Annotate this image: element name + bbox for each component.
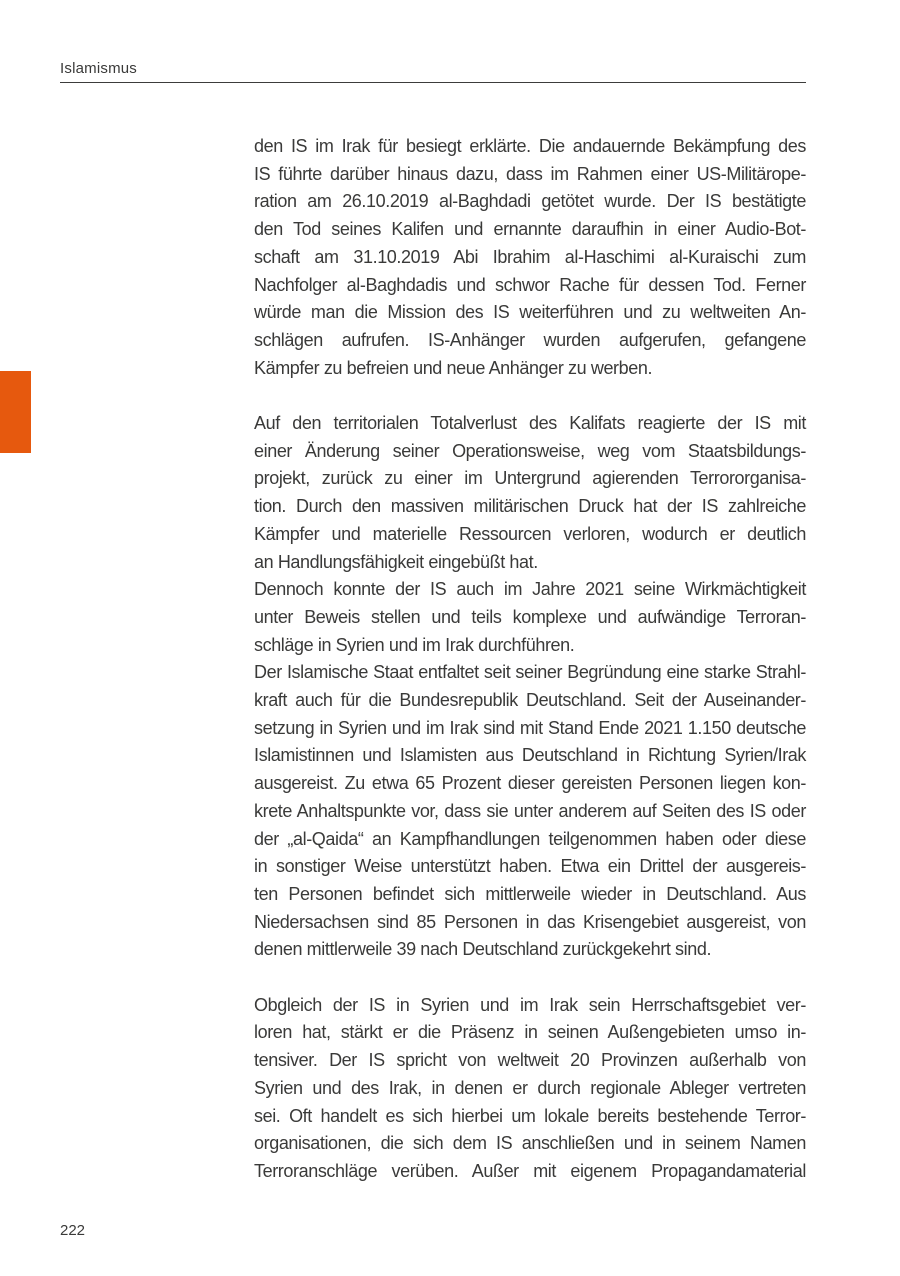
body-text: [254, 133, 806, 1186]
text-line: Islamistinnen und Islamisten aus Deutschland in Richtung Syrien/Irak: [254, 745, 806, 766]
text-line: Nachfolger al-Baghdadis und schwor Rache für dessen Tod. Ferner: [254, 274, 806, 295]
text-line: tion. Durch den massiven militärischen Druck hat der IS zahlreiche: [254, 496, 806, 517]
text-line: Obgleich der IS in Syrien und im Irak sein Herrschaftsgebiet ver-: [254, 994, 806, 1015]
page-number: 222: [60, 1222, 86, 1239]
text-line: Kämpfer und materielle Ressourcen verloren, wodurch er deutlich: [254, 523, 806, 544]
text-line: denen mittlerweile 39 nach Deutschland zurückgekehrt sind.: [254, 939, 712, 960]
text-line: ten Personen befindet sich mittlerweile wieder in Deutschland. Aus: [254, 883, 806, 904]
text-line: krete Anhaltspunkte vor, dass sie unter anderem auf Seiten des IS oder: [254, 800, 806, 821]
chapter-tab-marker: [0, 371, 31, 453]
text-line: den Tod seines Kalifen und ernannte daraufhin in einer Audio-Bot-: [254, 219, 806, 240]
text-line: schaft am 31.10.2019 Abi Ibrahim al-Haschimi al-Kuraischi zum: [254, 246, 806, 267]
text-line: kraft auch für die Bundesrepublik Deutschland. Seit der Auseinander-: [254, 690, 806, 711]
text-line: Der Islamische Staat entfaltet seit seiner Begründung eine starke Strahl-: [254, 662, 806, 683]
paragraph: [254, 133, 806, 382]
text-line: unter Beweis stellen und teils komplexe und aufwändige Terroran-: [254, 606, 806, 627]
text-line: Niedersachsen sind 85 Personen in das Krisengebiet ausgereist, von: [254, 911, 806, 932]
paragraph: [254, 576, 806, 659]
text-line: an Handlungsfähigkeit eingebüßt hat.: [254, 551, 538, 572]
text-line: setzung in Syrien und im Irak sind mit Stand Ende 2021 1.150 deutsche: [254, 717, 806, 738]
running-header-section-title: Islamismus: [60, 60, 138, 77]
text-line: organisationen, die sich dem IS anschließen und in seinem Namen: [254, 1133, 806, 1154]
text-line: Syrien und des Irak, in denen er durch regionale Ableger vertreten: [254, 1077, 806, 1098]
paragraph: [254, 410, 806, 576]
text-line: den IS im Irak für besiegt erklärte. Die andauernde Bekämpfung des: [254, 136, 806, 156]
text-line: würde man die Mission des IS weiterführen und zu weltweiten An-: [254, 302, 806, 323]
text-line: schlägen aufrufen. IS-Anhänger wurden aufgerufen, gefangene: [254, 329, 806, 350]
text-line: ration am 26.10.2019 al-Baghdadi getötet wurde. Der IS bestätigte: [254, 191, 806, 212]
text-line: projekt, zurück zu einer im Untergrund agierenden Terrororganisa-: [254, 468, 806, 489]
text-line: der „al-Qaida“ an Kampfhandlungen teilgenommen haben oder diese: [254, 828, 806, 849]
text-line: einer Änderung seiner Operationsweise, weg vom Staatsbildungs-: [254, 440, 806, 461]
text-line: ausgereist. Zu etwa 65 Prozent dieser gereisten Personen liegen kon-: [254, 773, 806, 794]
header-divider-rule: [60, 82, 806, 83]
text-line: tensiver. Der IS spricht von weltweit 20 Provinzen außerhalb von: [254, 1050, 806, 1071]
text-line: Dennoch konnte der IS auch im Jahre 2021 seine Wirkmächtigkeit: [254, 579, 806, 600]
text-line: in sonstiger Weise unterstützt haben. Etwa ein Drittel der ausgereis-: [254, 856, 806, 877]
text-line: sei. Oft handelt es sich hierbei um lokale bereits bestehende Terror-: [254, 1105, 806, 1126]
text-line: Terroranschläge verüben. Außer mit eigenem Propagandamaterial: [254, 1160, 806, 1181]
text-line: Kämpfer zu befreien und neue Anhänger zu werben.: [254, 357, 653, 378]
text-line: Auf den territorialen Totalverlust des Kalifats reagierte der IS mit: [254, 413, 806, 434]
text-line: schläge in Syrien und im Irak durchführen.: [254, 634, 575, 655]
text-line: loren hat, stärkt er die Präsenz in seinen Außengebieten umso in-: [254, 1022, 806, 1043]
paragraph: [254, 659, 806, 964]
paragraph: [254, 992, 806, 1186]
text-line: IS führte darüber hinaus dazu, dass im Rahmen einer US-Militärope-: [254, 163, 806, 184]
